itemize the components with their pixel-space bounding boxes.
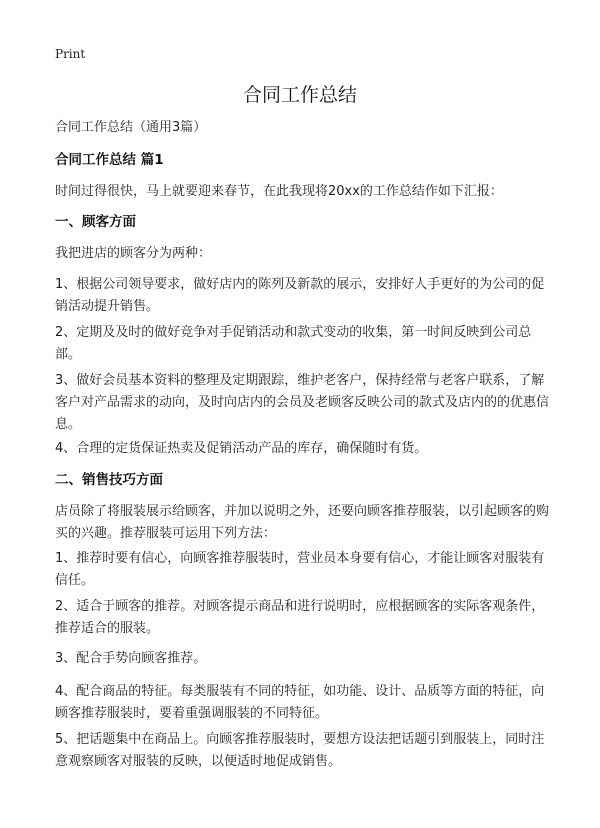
intro-paragraph: 时间过得很快，马上就要迎来春节，在此我现将20xx的工作总结作如下汇报： bbox=[55, 184, 503, 199]
list-item: 5、把话题集中在商品上。向顾客推荐服装时，要想方设法把话题引到服装上，同时注意观察顾客对服装的反映，以便适时地促成销售。 bbox=[55, 732, 545, 769]
document-title: 合同工作总结 bbox=[242, 84, 357, 106]
document-subtitle: 合同工作总结（通用3篇） bbox=[55, 120, 207, 135]
list-item: 4、合理的定货保证热卖及促销活动产品的库存，确保随时有货。 bbox=[55, 441, 428, 456]
section-title: 合同工作总结 篇1 bbox=[55, 152, 164, 168]
list-item: 3、做好会员基本资料的整理及定期跟踪，维护老客户，保持经常与老客户联系，了解客户对产品需求的动向，及时向店内的会员及老顾客反映公司的款式及店内的的优惠信息。 bbox=[55, 373, 550, 432]
customer-intro: 我把进店的顾客分为两种： bbox=[55, 246, 212, 261]
heading-sales: 二、销售技巧方面 bbox=[55, 472, 163, 488]
list-item: 2、定期及及时的做好竞争对手促销活动和款式变动的收集，第一时间反映到公司总部。 bbox=[55, 325, 532, 362]
list-item: 3、配合手势向顾客推荐。 bbox=[55, 651, 207, 666]
list-item: 2、适合于顾客的推荐。对顾客提示商品和进行说明时，应根据顾客的实际客观条件，推荐适合的服装。 bbox=[55, 599, 545, 636]
list-item: 1、根据公司领导要求，做好店内的陈列及新款的展示，安排好人手更好的为公司的促销活动提升销售。 bbox=[55, 277, 545, 314]
sales-intro: 店员除了将服装展示给顾客，并加以说明之外，还要向顾客推荐服装，以引起顾客的购买的兴趣。推荐服装可运用下列方法： bbox=[55, 504, 550, 541]
list-item: 4、配合商品的特征。每类服装有不同的特征，如功能、设计、品质等方面的特征，向顾客推荐服装时，要着重强调服装的不同特征。 bbox=[55, 684, 545, 721]
heading-customer: 一、顾客方面 bbox=[55, 214, 136, 230]
print-label[interactable]: Print bbox=[55, 47, 86, 61]
list-item: 1、推荐时要有信心，向顾客推荐服装时，营业员本身要有信心，才能让顾客对服装有信任。 bbox=[55, 551, 545, 588]
